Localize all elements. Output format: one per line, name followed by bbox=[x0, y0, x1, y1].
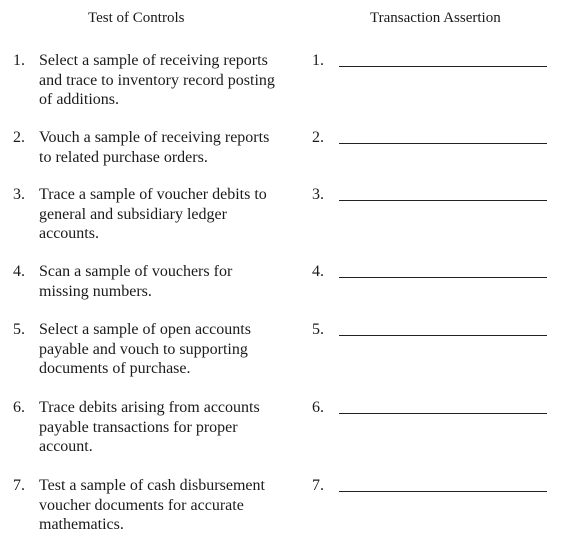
control-description-line: Scan a sample of vouchers for bbox=[39, 263, 233, 280]
answer-number: 7. bbox=[312, 477, 324, 494]
answer-number: 2. bbox=[312, 129, 324, 146]
control-description-line: voucher documents for accurate bbox=[39, 496, 244, 514]
control-description-line: Select a sample of receiving reports bbox=[39, 52, 268, 69]
answer-number: 5. bbox=[312, 321, 324, 338]
test-of-controls-header: Test of Controls bbox=[88, 10, 185, 26]
item-number: 4. bbox=[13, 263, 25, 280]
answer-blank-line[interactable] bbox=[339, 200, 547, 201]
control-description-line: Vouch a sample of receiving reports bbox=[39, 129, 270, 146]
control-description-line: payable and vouch to supporting bbox=[39, 340, 248, 358]
control-description bbox=[39, 398, 301, 457]
answer-blank-line[interactable] bbox=[339, 143, 547, 144]
answer-number: 6. bbox=[312, 399, 324, 416]
control-description-line: and trace to inventory record posting bbox=[39, 71, 275, 89]
control-description bbox=[39, 185, 301, 244]
answer-blank-line[interactable] bbox=[339, 413, 547, 414]
control-item-5 bbox=[0, 320, 574, 390]
control-description bbox=[39, 476, 301, 535]
item-number: 6. bbox=[13, 399, 25, 416]
answer-blank-line[interactable] bbox=[339, 277, 547, 278]
control-description bbox=[39, 262, 301, 301]
control-description bbox=[39, 51, 301, 110]
control-description-line: payable transactions for proper bbox=[39, 418, 238, 436]
control-description-line: missing numbers. bbox=[39, 282, 152, 300]
control-description-line: general and subsidiary ledger bbox=[39, 205, 227, 223]
answer-blank-line[interactable] bbox=[339, 66, 547, 67]
control-description bbox=[39, 128, 301, 167]
item-number: 2. bbox=[13, 129, 25, 146]
item-number: 5. bbox=[13, 321, 25, 338]
control-item-7 bbox=[0, 476, 574, 546]
control-description-line: of additions. bbox=[39, 91, 119, 108]
answer-blank-line[interactable] bbox=[339, 491, 547, 492]
control-description-line: Test a sample of cash disbursement bbox=[39, 477, 265, 494]
item-number: 3. bbox=[13, 186, 25, 203]
control-description-line: Trace debits arising from accounts bbox=[39, 399, 260, 416]
control-description-line: mathematics. bbox=[39, 516, 124, 533]
control-description-line: to related purchase orders. bbox=[39, 148, 208, 166]
control-description-line: documents of purchase. bbox=[39, 360, 191, 377]
answer-number: 1. bbox=[312, 52, 324, 69]
control-description-line: Trace a sample of voucher debits to bbox=[39, 186, 267, 203]
control-description-line: accounts. bbox=[39, 225, 99, 242]
answer-number: 4. bbox=[312, 263, 324, 280]
item-number: 1. bbox=[13, 52, 25, 69]
control-description-line: account. bbox=[39, 438, 93, 455]
answer-blank-line[interactable] bbox=[339, 335, 547, 336]
control-description-line: Select a sample of open accounts bbox=[39, 321, 251, 338]
control-description bbox=[39, 320, 301, 379]
answer-number: 3. bbox=[312, 186, 324, 203]
control-item-1 bbox=[0, 51, 574, 121]
control-item-3 bbox=[0, 185, 574, 255]
control-item-6 bbox=[0, 398, 574, 468]
transaction-assertion-header: Transaction Assertion bbox=[370, 10, 501, 26]
item-number: 7. bbox=[13, 477, 25, 494]
